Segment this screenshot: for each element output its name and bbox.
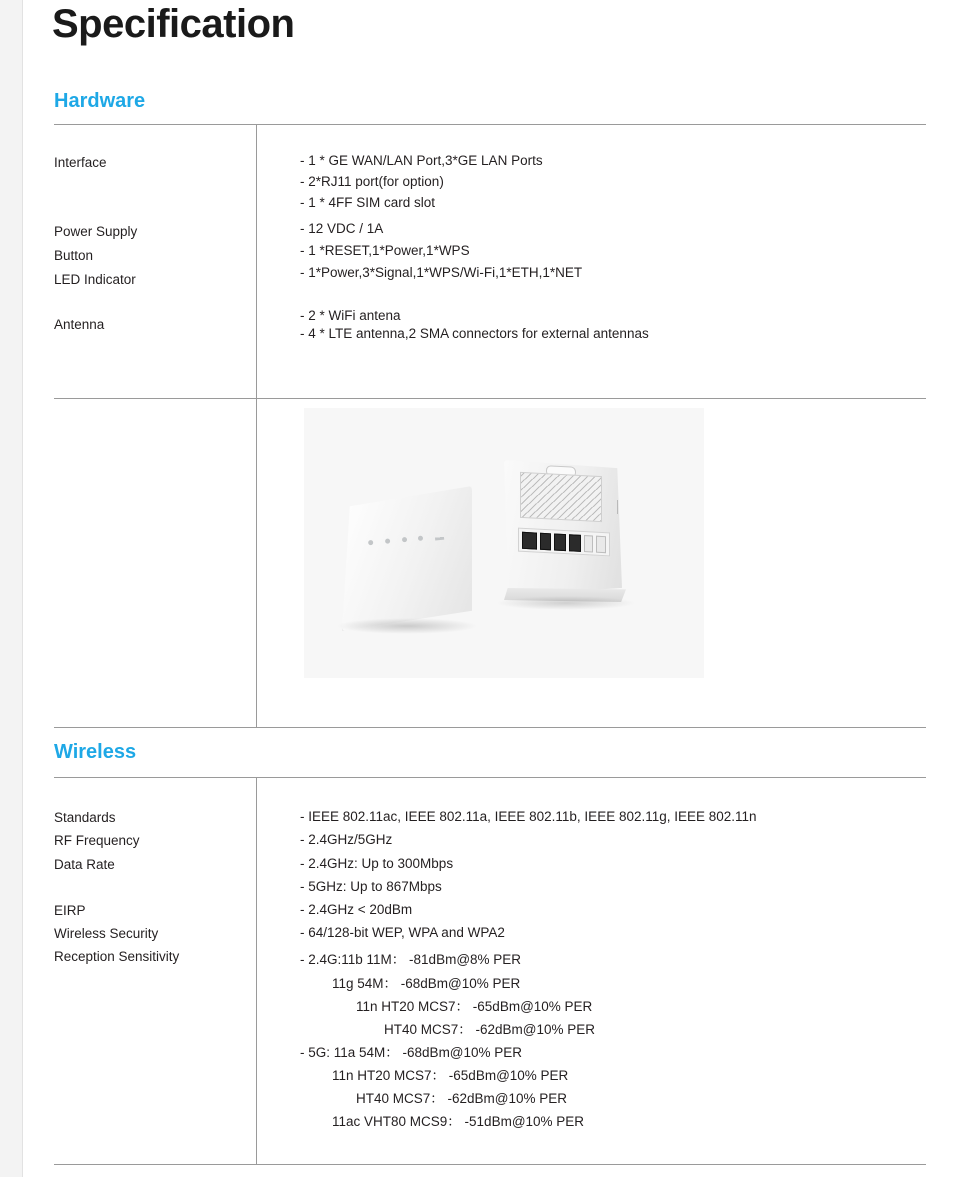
spec-label-data-rate: Data Rate xyxy=(54,857,115,872)
port-lan-1 xyxy=(540,532,552,550)
port-rj11 xyxy=(584,535,594,553)
device-back-view xyxy=(504,460,630,608)
spec-value-rx-24g-11g: 11g 54M： -68dBm@10% PER xyxy=(332,976,521,991)
spec-label-rf-frequency: RF Frequency xyxy=(54,833,140,848)
divider-hardware-bottom xyxy=(54,727,926,728)
spec-value-rx-24g-11b: - 2.4G:11b 11M： -81dBm@8% PER xyxy=(300,952,522,967)
spec-value-interface-1: - 1 * GE WAN/LAN Port,3*GE LAN Ports xyxy=(300,153,543,168)
spec-value-rx-5g-11n-ht20: 11n HT20 MCS7： -65dBm@10% PER xyxy=(332,1068,569,1083)
led-wps-icon xyxy=(401,536,406,541)
divider-hardware-column xyxy=(256,124,257,398)
spec-label-antenna: Antenna xyxy=(54,317,105,332)
led-signal-bars-icon xyxy=(435,532,445,540)
divider-hardware-middle xyxy=(54,398,926,399)
spec-label-interface: Interface xyxy=(54,155,107,170)
port-power xyxy=(596,535,606,553)
spec-value-wireless-security: - 64/128-bit WEP, WPA and WPA2 xyxy=(300,925,505,940)
device-port-panel xyxy=(518,528,610,557)
device-front-view xyxy=(342,486,472,631)
spec-value-antenna-1: - 2 * WiFi antena xyxy=(300,308,401,323)
led-wifi-icon xyxy=(385,538,390,543)
spec-value-rx-24g-11n-ht40: HT40 MCS7： -62dBm@10% PER xyxy=(384,1022,596,1037)
product-image xyxy=(304,408,704,678)
section-heading-wireless: Wireless xyxy=(54,741,137,763)
divider-wireless-bottom xyxy=(54,1164,926,1165)
divider-wireless-column xyxy=(256,777,257,1164)
spec-label-led-indicator: LED Indicator xyxy=(54,272,136,287)
spec-value-led-indicator: - 1*Power,3*Signal,1*WPS/Wi-Fi,1*ETH,1*NET xyxy=(300,265,583,280)
page-left-margin-strip xyxy=(0,0,23,1177)
spec-value-rf-frequency: - 2.4GHz/5GHz xyxy=(300,832,393,847)
spec-value-interface-3: - 1 * 4FF SIM card slot xyxy=(300,195,436,210)
spec-value-interface-2: - 2*RJ11 port(for option) xyxy=(300,174,444,189)
spec-value-rx-5g-11n-ht40: HT40 MCS7： -62dBm@10% PER xyxy=(356,1091,568,1106)
spec-label-standards: Standards xyxy=(54,810,116,825)
port-lan-3 xyxy=(569,534,581,552)
spec-value-data-rate-2: - 5GHz: Up to 867Mbps xyxy=(300,879,442,894)
device-vent-grille xyxy=(520,472,602,522)
spec-value-data-rate-1: - 2.4GHz: Up to 300Mbps xyxy=(300,856,454,871)
port-wan-lan xyxy=(522,531,537,549)
divider-hardware-top xyxy=(54,124,926,125)
spec-label-eirp: EIRP xyxy=(54,903,86,918)
spec-value-rx-24g-11n-ht20: 11n HT20 MCS7： -65dBm@10% PER xyxy=(356,999,593,1014)
spec-label-button: Button xyxy=(54,248,94,263)
divider-image-column xyxy=(256,398,257,727)
section-heading-hardware: Hardware xyxy=(54,90,146,112)
spec-value-antenna-2: - 4 * LTE antenna,2 SMA connectors for external antennas xyxy=(300,326,649,341)
spec-value-power-supply: - 12 VDC / 1A xyxy=(300,221,384,236)
led-eth-icon xyxy=(418,535,423,540)
spec-value-standards: - IEEE 802.11ac, IEEE 802.11a, IEEE 802.11b, IEEE 802.11g, IEEE 802.11n xyxy=(300,809,757,824)
device-back-shadow xyxy=(496,596,636,610)
port-lan-2 xyxy=(554,533,566,551)
page-title: Specification xyxy=(52,2,295,46)
device-front-body xyxy=(342,486,472,631)
device-back-body xyxy=(504,460,622,596)
led-power-icon xyxy=(368,539,373,544)
spec-label-wireless-security: Wireless Security xyxy=(54,926,159,941)
spec-label-power-supply: Power Supply xyxy=(54,224,138,239)
device-front-shadow xyxy=(336,618,478,634)
divider-wireless-top xyxy=(54,777,926,778)
sma-connector-icon xyxy=(617,500,618,514)
page-content xyxy=(22,0,960,1177)
spec-value-rx-5g-11ac-vht80: 11ac VHT80 MCS9： -51dBm@10% PER xyxy=(332,1114,585,1129)
spec-value-rx-5g-11a: - 5G: 11a 54M： -68dBm@10% PER xyxy=(300,1045,523,1060)
spec-value-eirp: - 2.4GHz < 20dBm xyxy=(300,902,413,917)
spec-label-reception-sensitivity: Reception Sensitivity xyxy=(54,949,180,964)
spec-value-button: - 1 *RESET,1*Power,1*WPS xyxy=(300,243,470,258)
